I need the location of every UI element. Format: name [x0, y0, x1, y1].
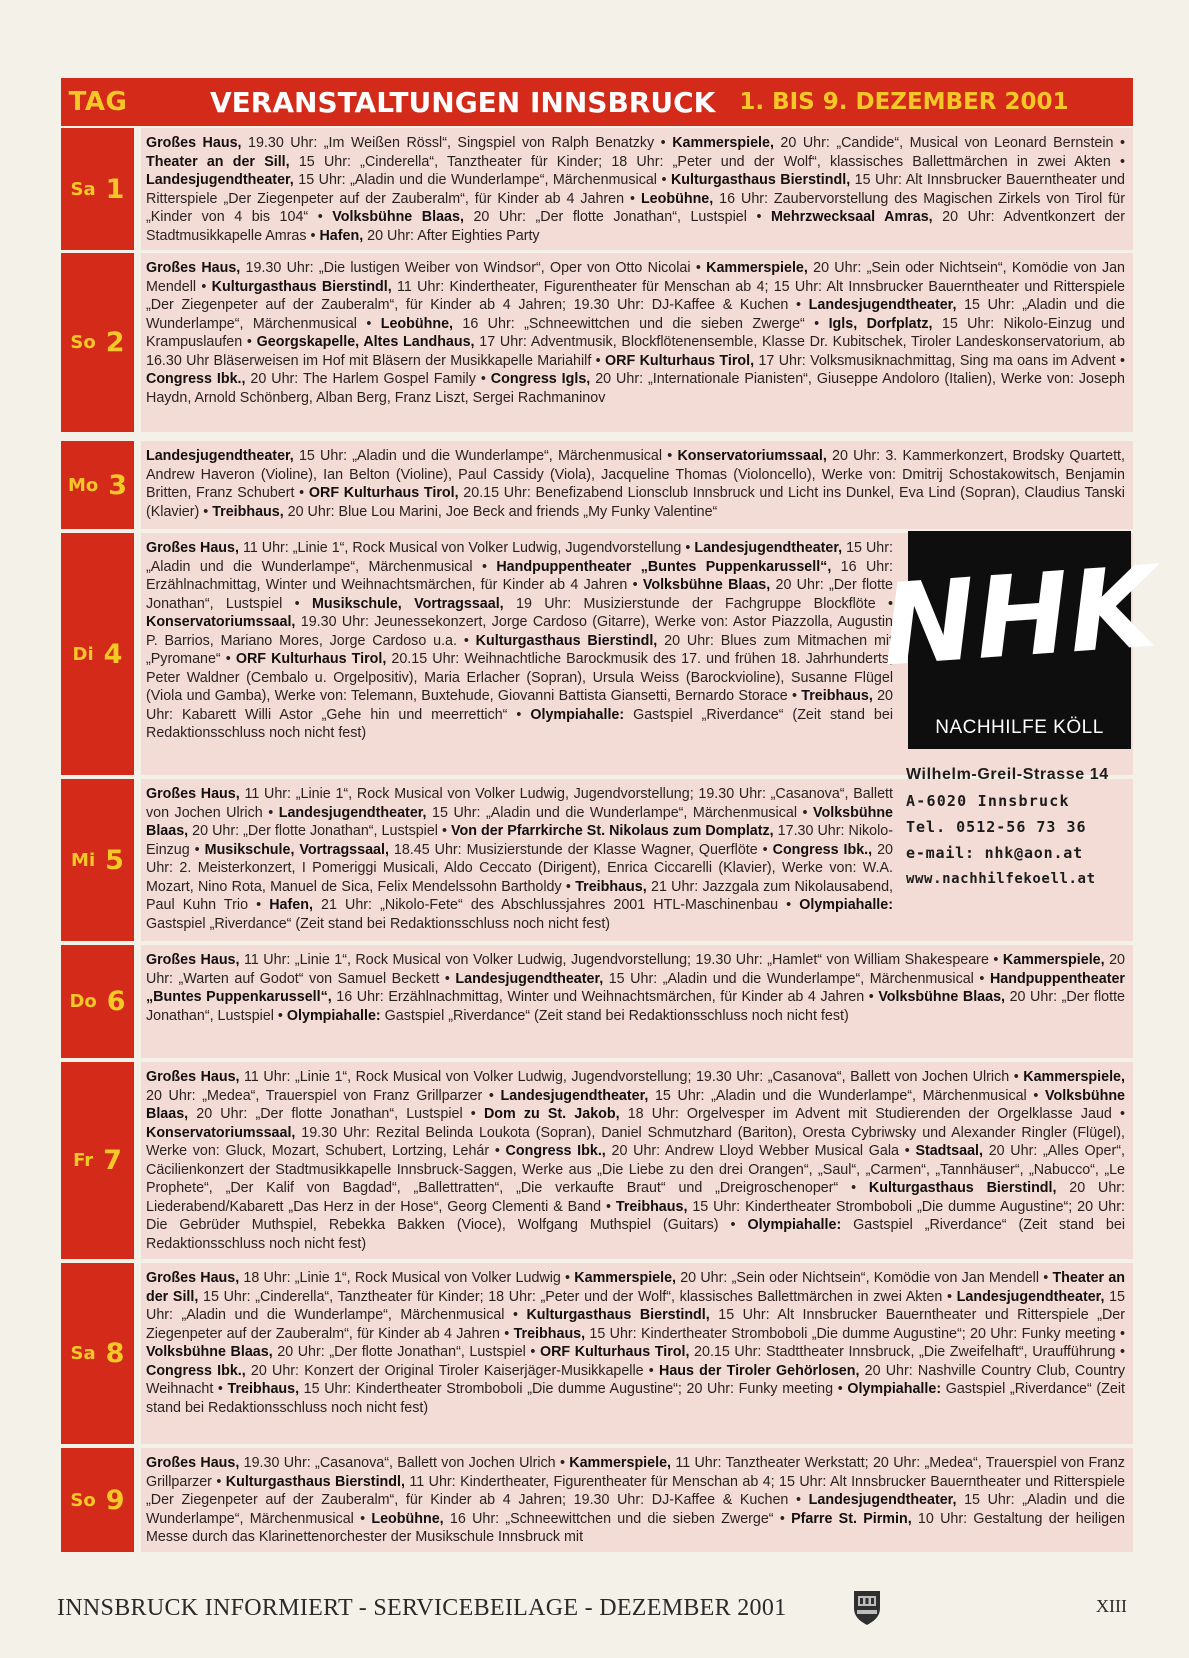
day-number: 4 — [103, 638, 123, 670]
day-label — [61, 1263, 134, 1444]
day-row — [61, 1263, 1133, 1444]
day-number: 2 — [105, 327, 125, 358]
day-number: 5 — [105, 844, 124, 876]
day-events: Großes Haus, 11 Uhr: „Linie 1“, Rock Musical von Volker Ludwig, Jugendvorstellung; 19.30 Uhr: „Casanova“, Ballett von Jochen Ulrich • Kammerspiele, 20 Uhr: „Medea“, Trauerspiel von Franz Grillparzer • Landesjugendtheater, 15 Uhr: „Aladin und die Wunderlampe“, Märchenmusical • Volksbühne Blaas, 20 Uhr: „Der flotte Jonathan“, Lustspiel • Dom zu St. Jakob, 18 Uhr: Orgelvesper im Advent mit Studierenden der Orgelklasse Jaud • Konservatoriumssaal, 19.30 Uhr: Rezital Belinda Loukota (Sopran), Daniel Schmutzhard (Bariton), Oresta Cybriwsky und Alexander Ringler (Flügel), Werke von: Gluck, Mozart, Schubert, Lortzing, Lehár • Congress Ibk., 20 Uhr: Andrew Lloyd Webber Musical Gala • Stadtsaal, 20 Uhr: „Alles Oper“, Cäcilienkonzert der Stadtmusikkapelle Innsbruck-Saggen, Werke aus „Die Liebe zu den drei Orangen“, „Saul“, „Carmen“, „Tannhäuser“, „Nabucco“, „Le Prophete“, „Der Kalif von Bagdad“, „Ballettratten“, „Die verkaufte Braut“ und „Dreigroschenoper“ • Kulturgasthaus Bierstindl, 20 Uhr: Liederabend/Kabarett „Das Herz in der Hose“, Georg Clementi & Band • Treibhaus, 15 Uhr: Kindertheater Stromboboli „Die dumme Augustine“; 20 Uhr: Die Gebrüder Muthspiel, Rebekka Bakken (Vioce), Wolfgang Muthspiel (Guitars) • Olympiahalle: Gastspiel „Riverdance“ (Zeit stand bei Redaktionsschluss noch nicht fest) — [141, 1062, 1133, 1259]
calendar-header — [61, 78, 1133, 126]
day-number: 9 — [105, 1484, 125, 1516]
day-label — [61, 441, 134, 529]
day-row — [61, 945, 1133, 1058]
day-label — [61, 945, 134, 1058]
day-label — [61, 1448, 134, 1552]
day-number: 6 — [106, 986, 126, 1017]
ad-email: e-mail: nhk@aon.at — [906, 844, 1083, 862]
day-name: Sa — [70, 1343, 96, 1364]
day-label — [61, 1062, 134, 1259]
day-name: Mi — [71, 849, 96, 871]
header-title: VERANSTALTUNGEN INNSBRUCK — [210, 85, 716, 119]
day-events: Großes Haus, 19.30 Uhr: „Casanova“, Ballett von Jochen Ulrich • Kammerspiele, 11 Uhr: Tanztheater Werkstatt; 20 Uhr: „Medea“, Trauerspiel von Franz Grillparzer • Kulturgasthaus Bierstindl, 11 Uhr: Kindertheater, Figurentheater für Menschan ab 4; 15 Uhr: Alt Innsbrucker Bauerntheater und Ritterspiele „Der Ziegenpeter auf der Zauberalm“, für Kinder ab 4 Jahren; 19.30 Uhr: DJ-Kaffee & Kuchen • Landesjugendtheater, 15 Uhr: „Aladin und die Wunderlampe“, Märchenmusical • Leobühne, 16 Uhr: „Schneewittchen und die sieben Zwerge“ • Pfarre St. Pirmin, 10 Uhr: Gestaltung der heiligen Messe durch das Klarinettenorchester der Musikschule Innsbruck mit — [141, 1448, 1133, 1552]
page-number: XIII — [1096, 1596, 1127, 1616]
day-name: Di — [72, 643, 94, 665]
nhk-logo — [877, 537, 1161, 692]
day-label — [61, 128, 134, 250]
day-label — [61, 779, 134, 941]
day-events: Großes Haus, 11 Uhr: „Linie 1“, Rock Musical von Volker Ludwig, Jugendvorstellung; 19.30 Uhr: „Hamlet“ von William Shakespeare • Kammerspiele, 20 Uhr: „Warten auf Godot“ von Samuel Beckett • Landesjugendtheater, 15 Uhr: „Aladin und die Wunderlampe“, Märchenmusical • Handpuppentheater „Buntes Puppenkarussell“, 16 Uhr: Erzählnachmittag, Winter und Weihnachtsmärchen, für Kinder ab 4 Jahren • Volksbühne Blaas, 20 Uhr: „Der flotte Jonathan“, Lustspiel • Olympiahalle: Gastspiel „Riverdance“ (Zeit stand bei Redaktionsschluss noch nicht fest) — [141, 945, 1133, 1058]
day-name: Mo — [67, 474, 99, 496]
ad-website: www.nachhilfekoell.at — [906, 871, 1096, 887]
day-row — [61, 1448, 1133, 1552]
day-number: 1 — [105, 173, 125, 205]
day-number: 8 — [105, 1338, 125, 1369]
ad-contact-block — [906, 762, 1132, 892]
ad-city: A-6020 Innsbruck — [906, 792, 1070, 810]
page-footer — [57, 1588, 1133, 1628]
day-label — [61, 533, 134, 775]
footer-publication: INNSBRUCK INFORMIERT - SERVICEBEILAGE - DEZEMBER 2001 — [57, 1594, 787, 1621]
day-row — [61, 128, 1133, 250]
day-row — [61, 253, 1133, 432]
day-events: Großes Haus, 18 Uhr: „Linie 1“, Rock Musical von Volker Ludwig • Kammerspiele, 20 Uhr: „Sein oder Nichtsein“, Komödie von Jan Mendell • Theater an der Sill, 15 Uhr: „Cinderella“, Tanztheater für Kinder; 18 Uhr: „Peter und der Wolf“, klassisches Ballettmärchen in zwei Akten • Landesjugendtheater, 15 Uhr: „Aladin und die Wunderlampe“, Märchenmusical • Kulturgasthaus Bierstindl, 15 Uhr: Alt Innsbrucker Bauerntheater und Ritterspiele „Der Ziegenpeter auf der Zauberalm“, für Kinder ab 4 Jahren • Treibhaus, 15 Uhr: Kindertheater Stromboboli „Die dumme Augustine“; 20 Uhr: Funky meeting • Volksbühne Blaas, 20 Uhr: „Der flotte Jonathan“, Lustspiel • ORF Kulturhaus Tirol, 20.15 Uhr: Stadttheater Innsbruck, „Die Zweifelhaft“, Uraufführung • Congress Ibk., 20 Uhr: Konzert der Original Tiroler Kaiserjäger-Musikkapelle • Haus der Tiroler Gehörlosen, 20 Uhr: Nashville Country Club, Country Weihnacht • Treibhaus, 15 Uhr: Kindertheater Stromboboli „Die dumme Augustine“; 20 Uhr: Funky meeting • Olympiahalle: Gastspiel „Riverdance“ (Zeit stand bei Redaktionsschluss noch nicht fest) — [141, 1263, 1133, 1444]
day-events: Großes Haus, 11 Uhr: „Linie 1“, Rock Musical von Volker Ludwig, Jugendvorstellung • Landesjugendtheater, 15 Uhr: „Aladin und die Wunderlampe“, Märchenmusical • Handpuppentheater „Buntes Puppenkarussell“, 16 Uhr: Erzählnachmittag, Winter und Weihnachtsmärchen, für Kinder ab 4 Jahren • Volksbühne Blaas, 20 Uhr: „Der flotte Jonathan“, Lustspiel • Musikschule, Vortragssaal, 19 Uhr: Musizierstunde der Fachgruppe Blockflöte • Konservatoriumssaal, 19.30 Uhr: Jeunessekonzert, Jorge Cardoso (Gitarre), Werke von: Astor Piazzolla, Augustin P. Barrios, Mariano Mores, Jorge Cardoso u.a. • Kulturgasthaus Bierstindl, 20 Uhr: Blues zum Mitmachen mit „Pyromane“ • ORF Kulturhaus Tirol, 20.15 Uhr: Weihnachtliche Barockmusik des 17. und frühen 18. Jahrhunderts, Peter Waldner (Cembalo u. Orgelpositiv), Maria Erlacher (Sopran), Ursula Weiss (Barockvioline), Susanne Flügel (Viola und Gamba), Werke von: Telemann, Buxtehude, Giovanni Battista Giansetti, Bernardo Storace • Treibhaus, 20 Uhr: Kabarett Willi Astor „Gehe hin und meerrettich“ • Olympiahalle: Gastspiel „Riverdance“ (Zeit stand bei Redaktionsschluss noch nicht fest) — [141, 533, 1133, 775]
day-name: Fr — [73, 1150, 94, 1171]
day-name: Do — [69, 991, 97, 1012]
header-date-range: 1. BIS 9. DEZEMBER 2001 — [739, 89, 1069, 115]
day-events: Landesjugendtheater, 15 Uhr: „Aladin und die Wunderlampe“, Märchenmusical • Konservatoriumssaal, 20 Uhr: 3. Kammerkonzert, Brodsky Quartett, Andrew Haveron (Violine), Ian Belton (Violine), Paul Cassidy (Viola), Jacqueline Thomas (Violoncello), Werke von: Dmitrij Schostakowitsch, Benjamin Britten, Franz Schubert • ORF Kulturhaus Tirol, 20.15 Uhr: Benefizabend Lionsclub Innsbruck und Licht ins Dunkel, Eva Lind (Sopran), Claudius Tanski (Klavier) • Treibhaus, 20 Uhr: Blue Lou Marini, Joe Beck and friends „My Funky Valentine“ — [141, 441, 1133, 529]
day-name: So — [70, 1489, 96, 1511]
day-events: Großes Haus, 19.30 Uhr: „Im Weißen Rössl“, Singspiel von Ralph Benatzky • Kammerspiele, 20 Uhr: „Candide“, Musical von Leonard Bernstein • Theater an der Sill, 15 Uhr: „Cinderella“, Tanztheater für Kinder; 18 Uhr: „Peter und der Wolf“, klassisches Ballettmärchen in zwei Akten • Landesjugendtheater, 15 Uhr: „Aladin und die Wunderlampe“, Märchenmusical • Kulturgasthaus Bierstindl, 15 Uhr: Alt Innsbrucker Bauerntheater und Ritterspiele „Der Ziegenpeter auf der Zauberalm“, für Kinder ab 4 Jahren • Leobühne, 16 Uhr: Zaubervorstellung des Magischen Zirkels von Tirol für „Kinder von 4 bis 104“ • Volksbühne Blaas, 20 Uhr: „Der flotte Jonathan“, Lustspiel • Mehrzwecksaal Amras, 20 Uhr: Adventkonzert der Stadtmusikkapelle Amras • Hafen, 20 Uhr: After Eighties Party — [141, 128, 1133, 250]
nhk-logo-text: NHK — [877, 542, 1161, 692]
city-crest-icon — [852, 1588, 882, 1626]
ad-company-name: NACHHILFE KÖLL — [935, 717, 1104, 738]
day-label — [61, 253, 134, 432]
nhk-advertisement — [877, 531, 1161, 749]
header-tag-label: TAG — [68, 87, 128, 117]
day-row — [61, 1062, 1133, 1259]
day-number: 7 — [103, 1145, 122, 1176]
day-events: Großes Haus, 11 Uhr: „Linie 1“, Rock Musical von Volker Ludwig, Jugendvorstellung; 19.30 Uhr: „Casanova“, Ballett von Jochen Ulrich • Landesjugendtheater, 15 Uhr: „Aladin und die Wunderlampe“, Märchenmusical • Volksbühne Blaas, 20 Uhr: „Der flotte Jonathan“, Lustspiel • Von der Pfarrkirche St. Nikolaus zum Domplatz, 17.30 Uhr: Nikolo-Einzug • Musikschule, Vortragssaal, 18.45 Uhr: Musizierstunde der Klasse Wagner, Querflöte • Congress Ibk., 20 Uhr: 2. Meisterkonzert, I Pomeriggi Musicali, Aldo Ceccato (Dirigent), Enrica Ciccarelli (Klavier), Werke von: W.A. Mozart, Nino Rota, Manuel de Sica, Felix Mendelssohn Bartholdy • Treibhaus, 21 Uhr: Jazzgala zum Nikolausabend, Paul Kuhn Trio • Hafen, 21 Uhr: „Nikolo-Fete“ des Abschlussjahres 2001 HTL-Maschinenbau • Olympiahalle: Gastspiel „Riverdance“ (Zeit stand bei Redaktionsschluss noch nicht fest) — [141, 779, 1133, 941]
day-number: 3 — [108, 469, 128, 501]
day-name: So — [70, 332, 96, 353]
ad-street: Wilhelm-Greil-Strasse 14 — [906, 766, 1109, 783]
day-name: Sa — [70, 178, 96, 200]
day-row — [61, 441, 1133, 529]
ad-phone: Tel. 0512-56 73 36 — [906, 818, 1087, 836]
day-events: Großes Haus, 19.30 Uhr: „Die lustigen Weiber von Windsor“, Oper von Otto Nicolai • Kammerspiele, 20 Uhr: „Sein oder Nichtsein“, Komödie von Jan Mendell • Kulturgasthaus Bierstindl, 11 Uhr: Kindertheater, Figurentheater für Menschan ab 4; 15 Uhr: Alt Innsbrucker Bauerntheater und Ritterspiele „Der Ziegenpeter auf der Zauberalm“, für Kinder ab 4 Jahren; 19.30 Uhr: DJ-Kaffee & Kuchen • Landesjugendtheater, 15 Uhr: „Aladin und die Wunderlampe“, Märchenmusical • Leobühne, 16 Uhr: „Schneewittchen und die sieben Zwerge“ • Igls, Dorfplatz, 15 Uhr: Nikolo-Einzug und Krampuslaufen • Georgskapelle, Altes Landhaus, 17 Uhr: Adventmusik, Blockflötenensemble, Klasse Dr. Kubitschek, Tiroler Landeskonservatorium, ab 16.30 Uhr Bläserweisen im Hof mit Bläsern der Musikkapelle Mariahilf • ORF Kulturhaus Tirol, 17 Uhr: Volksmusiknachmittag, Sing ma oans im Advent • Congress Ibk., 20 Uhr: The Harlem Gospel Family • Congress Igls, 20 Uhr: „Internationale Pianisten“, Giuseppe Andoloro (Italien), Werke von: Joseph Haydn, Arnold Schönberg, Alban Berg, Franz Liszt, Sergei Rachmaninov — [141, 253, 1133, 432]
